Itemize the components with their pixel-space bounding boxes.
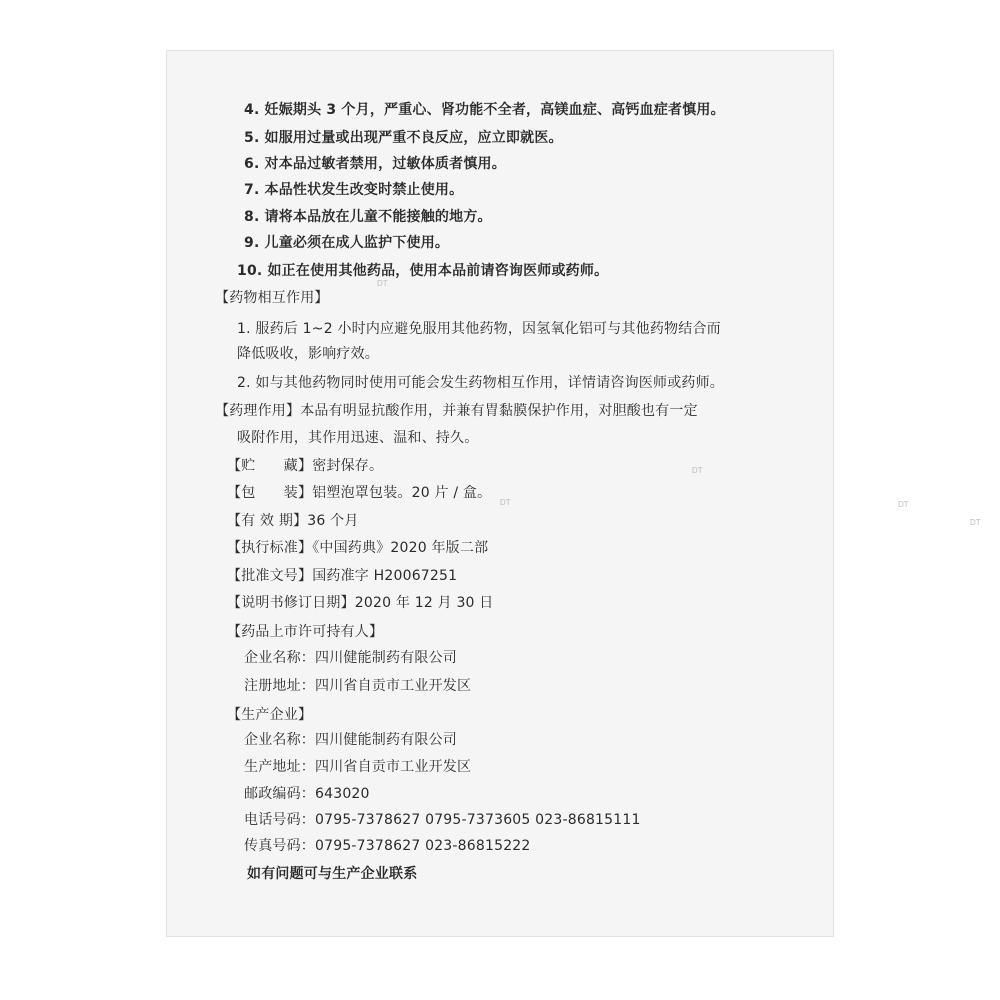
interactions-item-1-cont: 降低吸收，影响疗效。 — [237, 346, 379, 362]
pharmacology-line-2: 吸附作用，其作用迅速、温和、持久。 — [237, 430, 479, 446]
contact-note: 如有问题可与生产企业联系 — [247, 866, 418, 882]
storage-field: 【贮 藏】密封保存。 — [227, 458, 384, 474]
watermark-dt: DT — [377, 279, 388, 288]
validity-field: 【有 效 期】36 个月 — [227, 513, 359, 529]
approval-field: 【批准文号】国药准字 H20067251 — [227, 568, 458, 584]
pharmacology-line-1: 【药理作用】本品有明显抗酸作用，并兼有胃黏膜保护作用，对胆酸也有一定 — [215, 403, 698, 419]
manufacturer-phone: 电话号码：0795-7378627 0795-7373605 023-86815111 — [244, 812, 641, 828]
watermark-dt: DT — [500, 498, 511, 507]
standard-field: 【执行标准】《中国药典》2020 年版二部 — [227, 540, 489, 556]
precaution-item-4: 4. 妊娠期头 3 个月，严重心、肾功能不全者，高镁血症、高钙血症者慎用。 — [244, 102, 725, 118]
holder-heading: 【药品上市许可持有人】 — [227, 624, 384, 640]
holder-company: 企业名称：四川健能制药有限公司 — [244, 650, 457, 666]
manufacturer-postcode: 邮政编码：643020 — [244, 786, 370, 802]
precaution-item-5: 5. 如服用过量或出现严重不良反应，应立即就医。 — [244, 130, 563, 146]
leaflet-page — [166, 50, 834, 937]
interactions-heading: 【药物相互作用】 — [215, 290, 329, 306]
package-field: 【包 装】铝塑泡罩包装。20 片 / 盒。 — [227, 485, 492, 501]
manufacturer-company: 企业名称：四川健能制药有限公司 — [244, 732, 457, 748]
watermark-dt: DT — [970, 518, 981, 527]
precaution-item-8: 8. 请将本品放在儿童不能接触的地方。 — [244, 209, 492, 225]
manufacturer-fax: 传真号码：0795-7378627 023-86815222 — [244, 838, 531, 854]
precaution-item-6: 6. 对本品过敏者禁用，过敏体质者慎用。 — [244, 156, 506, 172]
revision-date-field: 【说明书修订日期】2020 年 12 月 30 日 — [227, 595, 494, 611]
watermark-dt: DT — [898, 500, 909, 509]
precaution-item-7: 7. 本品性状发生改变时禁止使用。 — [244, 182, 464, 198]
manufacturer-heading: 【生产企业】 — [227, 707, 313, 723]
precaution-item-9: 9. 儿童必须在成人监护下使用。 — [244, 235, 450, 251]
holder-address: 注册地址：四川省自贡市工业开发区 — [244, 678, 472, 694]
watermark-dt: DT — [692, 466, 703, 475]
precaution-item-10: 10. 如正在使用其他药品，使用本品前请咨询医师或药师。 — [237, 263, 609, 279]
interactions-item-2: 2. 如与其他药物同时使用可能会发生药物相互作用，详情请咨询医师或药师。 — [237, 375, 725, 391]
interactions-item-1: 1. 服药后 1~2 小时内应避免服用其他药物，因氢氧化铝可与其他药物结合而 — [237, 321, 721, 337]
manufacturer-address: 生产地址：四川省自贡市工业开发区 — [244, 759, 472, 775]
